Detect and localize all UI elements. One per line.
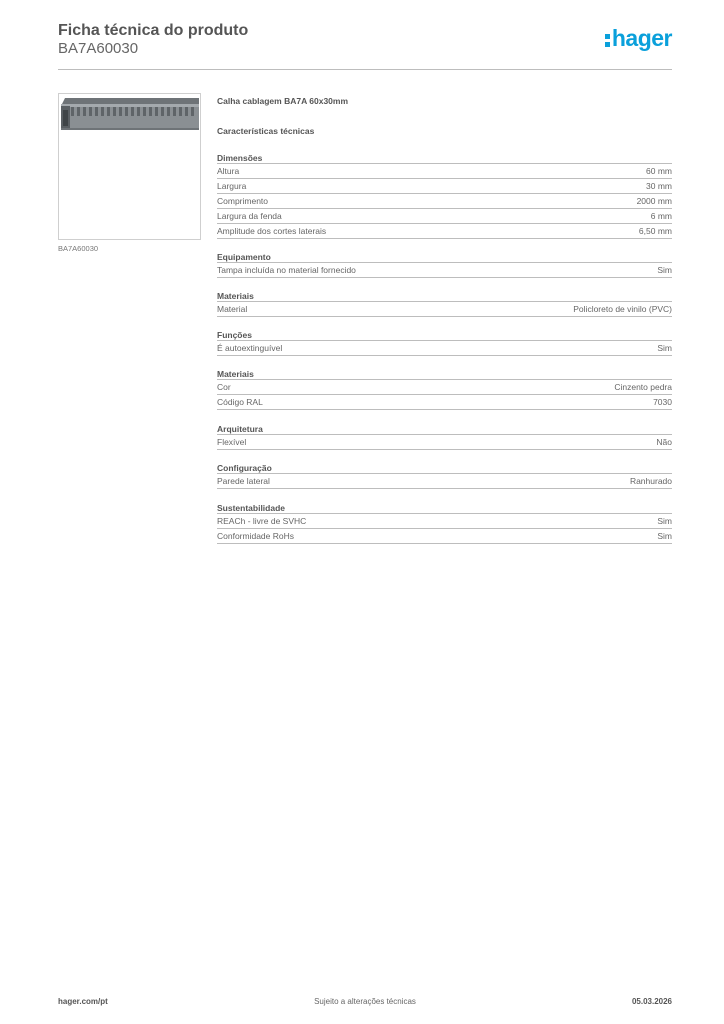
spec-section-equipment <box>217 251 672 278</box>
spec-label: Largura <box>217 181 247 191</box>
tech-heading: Características técnicas <box>217 126 315 136</box>
spec-value: 30 mm <box>646 181 672 191</box>
spec-label: Cor <box>217 382 231 392</box>
spec-value: 7030 <box>653 397 672 407</box>
spec-section-sustainability <box>217 502 672 544</box>
spec-section-functions <box>217 329 672 356</box>
spec-label: Conformidade RoHs <box>217 531 295 541</box>
spec-row <box>217 209 672 224</box>
spec-label: Código RAL <box>217 397 263 407</box>
spec-section-architecture <box>217 423 672 450</box>
spec-section-materials-color <box>217 368 672 410</box>
spec-value: Não <box>656 437 672 447</box>
logo-text: hager <box>611 25 672 51</box>
page-header <box>58 20 672 70</box>
spec-row <box>217 194 672 209</box>
product-title: Calha cablagem BA7A 60x30mm <box>217 96 349 106</box>
spec-value: Sim <box>657 343 672 353</box>
spec-row <box>217 164 672 179</box>
cable-trunking-illustration <box>59 94 200 239</box>
spec-label: Amplitude dos cortes laterais <box>217 226 327 236</box>
section-title: Materiais <box>217 368 672 380</box>
spec-section-configuration <box>217 462 672 489</box>
spec-value: 6 mm <box>650 211 672 221</box>
spec-label: É autoextinguível <box>217 343 283 353</box>
spec-label: Largura da fenda <box>217 211 282 221</box>
specifications <box>217 96 672 544</box>
page-footer <box>58 997 672 1009</box>
spec-row <box>217 302 672 317</box>
section-title: Dimensões <box>217 152 672 164</box>
spec-row <box>217 263 672 278</box>
section-title: Sustentabilidade <box>217 502 672 514</box>
section-title: Funções <box>217 329 672 341</box>
spec-row <box>217 224 672 239</box>
section-title: Materiais <box>217 290 672 302</box>
spec-label: Altura <box>217 166 240 176</box>
spec-row <box>217 529 672 544</box>
spec-label: Comprimento <box>217 196 269 206</box>
logo-dots-icon <box>605 32 610 47</box>
spec-row <box>217 341 672 356</box>
spec-value: Sim <box>657 531 672 541</box>
hager-logo <box>605 27 672 50</box>
spec-value: Sim <box>657 265 672 275</box>
section-title: Configuração <box>217 462 672 474</box>
spec-value: Cinzento pedra <box>614 382 672 392</box>
spec-section-dimensions <box>217 152 672 239</box>
spec-value: Ranhurado <box>629 476 672 486</box>
spec-label: Tampa incluída no material fornecido <box>217 265 356 275</box>
spec-row <box>217 380 672 395</box>
spec-label: Parede lateral <box>217 476 270 486</box>
spec-value: Sim <box>657 516 672 526</box>
product-code: BA7A60030 <box>58 40 139 57</box>
footer-date: 05.03.2026 <box>631 997 672 1006</box>
footer-website-link[interactable]: hager.com/pt <box>58 997 108 1006</box>
spec-label: REACh - livre de SVHC <box>217 516 307 526</box>
spec-value: 6,50 mm <box>638 226 672 236</box>
product-image <box>58 93 201 240</box>
spec-row <box>217 179 672 194</box>
spec-value: Policloreto de vinilo (PVC) <box>573 304 672 314</box>
spec-section-materials <box>217 290 672 317</box>
spec-value: 2000 mm <box>636 196 672 206</box>
spec-label: Material <box>217 304 248 314</box>
spec-value: 60 mm <box>646 166 672 176</box>
image-caption: BA7A60030 <box>58 244 99 253</box>
spec-row <box>217 474 672 489</box>
spec-row <box>217 435 672 450</box>
spec-label: Flexível <box>217 437 247 447</box>
footer-notice: Sujeito a alterações técnicas <box>314 997 416 1006</box>
document-title: Ficha técnica do produto <box>58 22 249 39</box>
section-title: Arquitetura <box>217 423 672 435</box>
section-title: Equipamento <box>217 251 672 263</box>
spec-row <box>217 395 672 410</box>
spec-row <box>217 514 672 529</box>
